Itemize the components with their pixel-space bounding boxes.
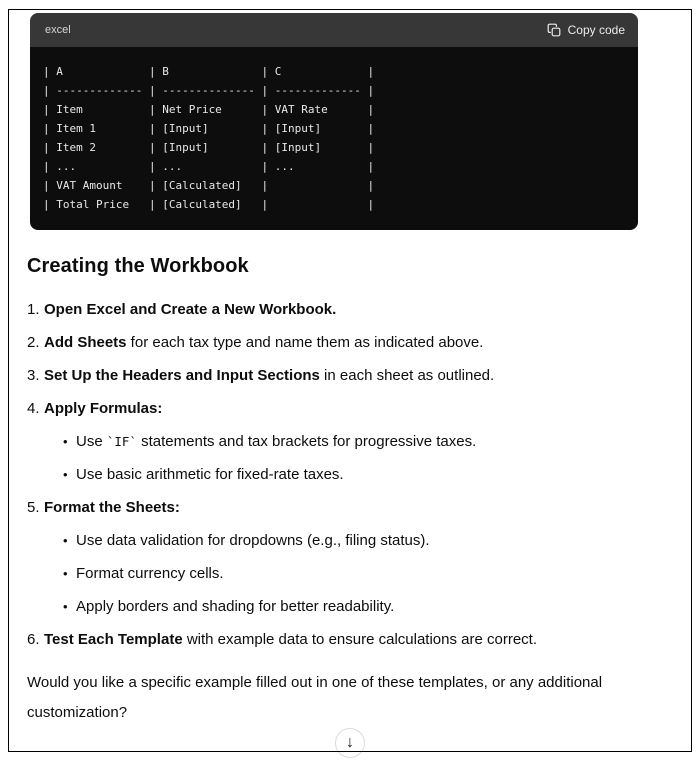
bullet-marker: • [63,467,68,482]
code-line: | ... | ... | ... | [43,160,375,173]
code-line: | Item 2 | [Input] | [Input] | [43,141,375,154]
code-line: | ------------- | -------------- | ------------- | [43,84,375,97]
list-item: 2. Add Sheets for each tax type and name them as indicated above. [27,334,484,351]
list-item: 3. Set Up the Headers and Input Sections in each sheet as outlined. [27,367,495,384]
list-number: 3. [27,367,40,384]
sub-bullet-item: • Apply borders and shading for better readability. [63,598,395,615]
frame-bottom-border [8,751,692,752]
scroll-to-bottom-button[interactable] [335,728,365,758]
bullet-marker: • [63,566,68,581]
inline-code: `IF` [106,434,137,449]
code-block-header [30,13,638,47]
chat-viewport-frame [8,9,692,752]
code-block [30,13,638,230]
sub-bullet-item: • Use basic arithmetic for fixed-rate taxes. [63,466,344,483]
section-heading: Creating the Workbook [27,255,249,277]
list-item: 5. Format the Sheets: [27,499,180,516]
sub-bullet-item: • Use `IF` statements and tax brackets for progressive taxes. [63,433,477,450]
copy-code-label: Copy code [567,23,625,37]
code-language-label: excel [45,24,71,36]
list-item: 1. Open Excel and Create a New Workbook. [27,301,337,318]
list-item: 6. Test Each Template with example data to ensure calculations are correct. [27,631,538,648]
code-line: | A | B | C | [43,65,375,78]
bullet-marker: • [63,599,68,614]
bullet-marker: • [63,533,68,548]
code-line: | Item | Net Price | VAT Rate | [43,103,375,116]
closing-paragraph: Would you like a specific example filled out in one of these templates, or any additional customization? [27,674,603,721]
sub-bullet-item: • Format currency cells. [63,565,224,582]
copy-code-button[interactable] [547,23,625,37]
message-content [9,255,691,728]
bullet-marker: • [63,434,68,449]
list-number: 1. [27,301,40,318]
list-number: 4. [27,400,40,417]
code-line: | Total Price | [Calculated] | | [43,198,375,211]
list-number: 6. [27,631,40,648]
code-block-body [30,47,638,230]
copy-icon [547,23,561,37]
list-number: 2. [27,334,40,351]
list-number: 5. [27,499,40,516]
code-line: | Item 1 | [Input] | [Input] | [43,122,375,135]
down-arrow-icon: ↓ [346,734,354,751]
list-item: 4. Apply Formulas: [27,400,163,417]
code-line: | VAT Amount | [Calculated] | | [43,179,375,192]
sub-bullet-item: • Use data validation for dropdowns (e.g., filing status). [63,532,430,549]
